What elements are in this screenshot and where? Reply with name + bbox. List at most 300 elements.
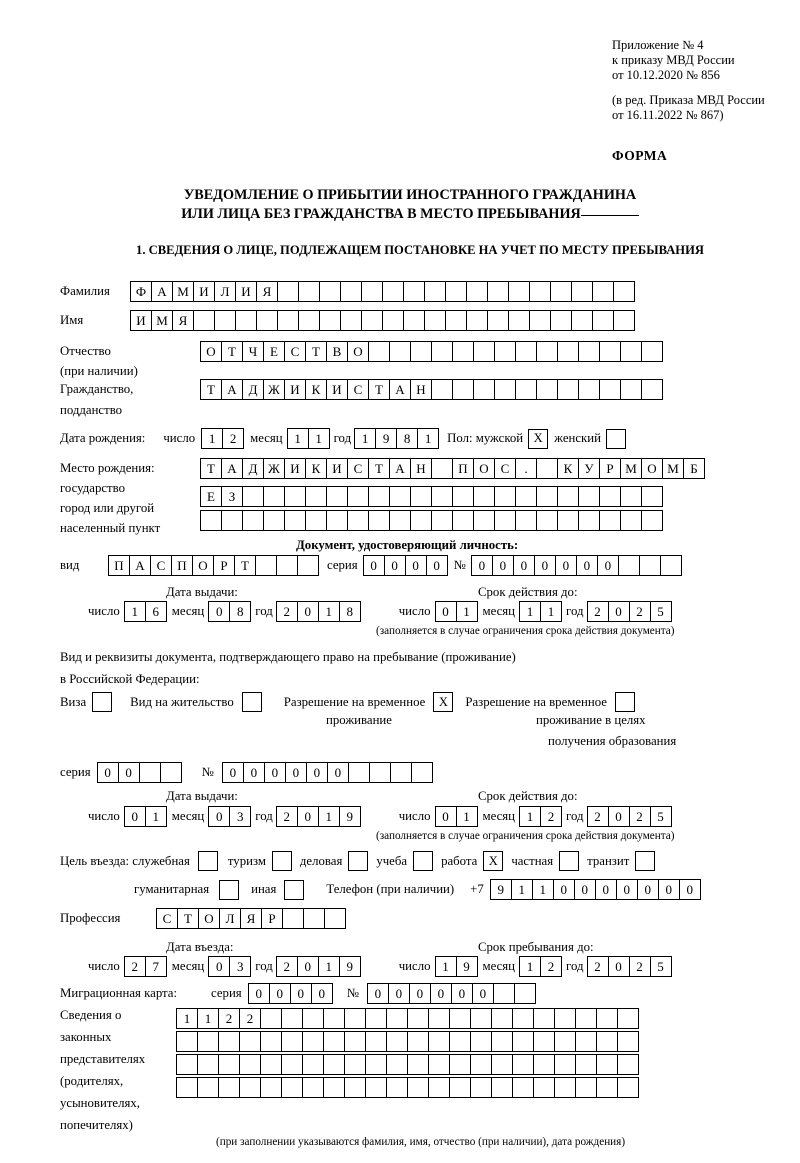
entry-year-boxes[interactable] — [276, 956, 361, 977]
char-cell[interactable]: 0 — [435, 806, 457, 827]
char-cell[interactable]: 0 — [311, 983, 333, 1004]
char-cell[interactable]: 0 — [553, 879, 575, 900]
char-cell[interactable] — [431, 510, 453, 531]
char-cell[interactable] — [618, 555, 640, 576]
purpose-study-checkbox[interactable] — [413, 851, 433, 871]
char-cell[interactable]: Д — [242, 458, 264, 479]
char-cell[interactable]: 1 — [540, 601, 562, 622]
char-cell[interactable] — [302, 1054, 324, 1075]
char-cell[interactable]: 0 — [426, 555, 448, 576]
char-cell[interactable] — [449, 1008, 471, 1029]
char-cell[interactable] — [319, 281, 341, 302]
char-cell[interactable] — [344, 1008, 366, 1029]
char-cell[interactable] — [617, 1054, 639, 1075]
phone-boxes[interactable] — [490, 879, 701, 900]
char-cell[interactable]: Т — [177, 908, 199, 929]
char-cell[interactable]: 0 — [409, 983, 431, 1004]
char-cell[interactable] — [302, 1008, 324, 1029]
purpose-service-checkbox[interactable] — [198, 851, 218, 871]
char-cell[interactable] — [641, 379, 663, 400]
char-cell[interactable]: 0 — [297, 956, 319, 977]
char-cell[interactable]: 2 — [629, 601, 651, 622]
char-cell[interactable]: 0 — [595, 879, 617, 900]
char-cell[interactable]: 1 — [287, 428, 309, 449]
char-cell[interactable]: И — [284, 458, 306, 479]
citizenship-boxes[interactable] — [200, 379, 663, 400]
char-cell[interactable] — [596, 1054, 618, 1075]
char-cell[interactable] — [487, 281, 509, 302]
char-cell[interactable] — [466, 281, 488, 302]
char-cell[interactable] — [557, 510, 579, 531]
char-cell[interactable]: 0 — [555, 555, 577, 576]
char-cell[interactable] — [515, 379, 537, 400]
char-cell[interactable] — [424, 310, 446, 331]
char-cell[interactable] — [452, 510, 474, 531]
purpose-other-checkbox[interactable] — [284, 880, 304, 900]
char-cell[interactable]: А — [221, 458, 243, 479]
char-cell[interactable] — [382, 281, 404, 302]
char-cell[interactable]: К — [305, 458, 327, 479]
char-cell[interactable] — [323, 1031, 345, 1052]
char-cell[interactable]: О — [192, 555, 214, 576]
birth-city-row1-boxes[interactable] — [200, 486, 663, 507]
char-cell[interactable] — [424, 281, 446, 302]
char-cell[interactable] — [218, 1054, 240, 1075]
char-cell[interactable] — [407, 1031, 429, 1052]
char-cell[interactable] — [571, 281, 593, 302]
char-cell[interactable] — [554, 1008, 576, 1029]
char-cell[interactable]: 9 — [339, 956, 361, 977]
char-cell[interactable]: 0 — [574, 879, 596, 900]
char-cell[interactable]: А — [221, 379, 243, 400]
char-cell[interactable]: 0 — [285, 762, 307, 783]
char-cell[interactable] — [303, 908, 325, 929]
char-cell[interactable] — [557, 379, 579, 400]
char-cell[interactable]: 2 — [276, 956, 298, 977]
birth-state-boxes[interactable] — [200, 458, 705, 479]
char-cell[interactable] — [529, 281, 551, 302]
char-cell[interactable]: 0 — [576, 555, 598, 576]
char-cell[interactable] — [389, 486, 411, 507]
char-cell[interactable] — [641, 341, 663, 362]
char-cell[interactable] — [494, 379, 516, 400]
char-cell[interactable] — [281, 1054, 303, 1075]
char-cell[interactable] — [449, 1077, 471, 1098]
char-cell[interactable] — [176, 1077, 198, 1098]
char-cell[interactable]: 0 — [658, 879, 680, 900]
perm-valid-day-boxes[interactable] — [435, 806, 478, 827]
char-cell[interactable] — [260, 1077, 282, 1098]
char-cell[interactable] — [431, 458, 453, 479]
char-cell[interactable]: В — [326, 341, 348, 362]
char-cell[interactable] — [361, 310, 383, 331]
char-cell[interactable]: И — [326, 458, 348, 479]
char-cell[interactable]: О — [473, 458, 495, 479]
char-cell[interactable]: А — [389, 458, 411, 479]
char-cell[interactable]: Ч — [242, 341, 264, 362]
char-cell[interactable]: 0 — [513, 555, 535, 576]
stay-day-boxes[interactable] — [435, 956, 478, 977]
char-cell[interactable] — [596, 1031, 618, 1052]
char-cell[interactable] — [365, 1008, 387, 1029]
char-cell[interactable]: Т — [368, 458, 390, 479]
char-cell[interactable] — [494, 486, 516, 507]
purpose-work-checkbox[interactable]: X — [483, 851, 503, 871]
char-cell[interactable]: Д — [242, 379, 264, 400]
char-cell[interactable] — [197, 1077, 219, 1098]
char-cell[interactable] — [281, 1077, 303, 1098]
char-cell[interactable]: А — [389, 379, 411, 400]
char-cell[interactable]: Т — [368, 379, 390, 400]
char-cell[interactable] — [575, 1031, 597, 1052]
purpose-humanitarian-checkbox[interactable] — [219, 880, 239, 900]
char-cell[interactable]: С — [494, 458, 516, 479]
char-cell[interactable] — [281, 1031, 303, 1052]
char-cell[interactable]: 0 — [297, 806, 319, 827]
char-cell[interactable] — [575, 1054, 597, 1075]
char-cell[interactable]: М — [662, 458, 684, 479]
char-cell[interactable] — [407, 1054, 429, 1075]
char-cell[interactable] — [411, 762, 433, 783]
char-cell[interactable]: 0 — [297, 601, 319, 622]
char-cell[interactable]: 1 — [145, 806, 167, 827]
char-cell[interactable]: М — [151, 310, 173, 331]
char-cell[interactable]: Л — [219, 908, 241, 929]
char-cell[interactable]: 2 — [540, 956, 562, 977]
char-cell[interactable] — [390, 762, 412, 783]
char-cell[interactable] — [473, 486, 495, 507]
char-cell[interactable]: 0 — [435, 601, 457, 622]
char-cell[interactable] — [452, 486, 474, 507]
char-cell[interactable]: 0 — [451, 983, 473, 1004]
char-cell[interactable] — [512, 1031, 534, 1052]
char-cell[interactable]: О — [347, 341, 369, 362]
char-cell[interactable]: П — [171, 555, 193, 576]
char-cell[interactable]: 0 — [608, 806, 630, 827]
char-cell[interactable] — [620, 510, 642, 531]
char-cell[interactable] — [344, 1031, 366, 1052]
char-cell[interactable]: 1 — [456, 806, 478, 827]
char-cell[interactable] — [491, 1054, 513, 1075]
char-cell[interactable]: 0 — [616, 879, 638, 900]
char-cell[interactable]: О — [200, 341, 222, 362]
char-cell[interactable] — [599, 341, 621, 362]
purpose-transit-checkbox[interactable] — [635, 851, 655, 871]
perm-series-boxes[interactable] — [97, 762, 182, 783]
purpose-business-checkbox[interactable] — [348, 851, 368, 871]
char-cell[interactable] — [365, 1054, 387, 1075]
char-cell[interactable] — [470, 1008, 492, 1029]
char-cell[interactable] — [620, 379, 642, 400]
char-cell[interactable] — [160, 762, 182, 783]
char-cell[interactable]: И — [284, 379, 306, 400]
char-cell[interactable]: 5 — [650, 806, 672, 827]
char-cell[interactable] — [452, 341, 474, 362]
char-cell[interactable] — [260, 1008, 282, 1029]
char-cell[interactable]: 2 — [124, 956, 146, 977]
char-cell[interactable] — [326, 510, 348, 531]
char-cell[interactable] — [347, 486, 369, 507]
char-cell[interactable]: С — [347, 458, 369, 479]
char-cell[interactable] — [536, 379, 558, 400]
char-cell[interactable] — [613, 281, 635, 302]
char-cell[interactable] — [235, 310, 257, 331]
char-cell[interactable]: 0 — [367, 983, 389, 1004]
char-cell[interactable] — [512, 1054, 534, 1075]
char-cell[interactable] — [428, 1031, 450, 1052]
char-cell[interactable]: Ф — [130, 281, 152, 302]
char-cell[interactable] — [491, 1077, 513, 1098]
char-cell[interactable]: 8 — [396, 428, 418, 449]
char-cell[interactable] — [344, 1054, 366, 1075]
char-cell[interactable]: 0 — [208, 956, 230, 977]
char-cell[interactable]: 2 — [587, 601, 609, 622]
char-cell[interactable] — [348, 762, 370, 783]
char-cell[interactable]: 0 — [597, 555, 619, 576]
char-cell[interactable]: 1 — [176, 1008, 198, 1029]
char-cell[interactable] — [575, 1008, 597, 1029]
char-cell[interactable] — [298, 310, 320, 331]
entry-month-boxes[interactable] — [208, 956, 251, 977]
char-cell[interactable] — [617, 1008, 639, 1029]
stay-year-boxes[interactable] — [587, 956, 672, 977]
char-cell[interactable] — [403, 310, 425, 331]
char-cell[interactable]: Н — [410, 458, 432, 479]
char-cell[interactable] — [305, 510, 327, 531]
char-cell[interactable]: 0 — [290, 983, 312, 1004]
char-cell[interactable]: П — [452, 458, 474, 479]
char-cell[interactable] — [365, 1031, 387, 1052]
doc-issue-day-boxes[interactable] — [124, 601, 167, 622]
char-cell[interactable] — [263, 486, 285, 507]
char-cell[interactable]: 2 — [222, 428, 244, 449]
char-cell[interactable] — [277, 310, 299, 331]
char-cell[interactable] — [255, 555, 277, 576]
char-cell[interactable] — [239, 1077, 261, 1098]
char-cell[interactable] — [578, 510, 600, 531]
char-cell[interactable] — [344, 1077, 366, 1098]
sex-male-checkbox[interactable]: X — [528, 429, 548, 449]
char-cell[interactable]: И — [235, 281, 257, 302]
char-cell[interactable]: 6 — [145, 601, 167, 622]
doc-valid-year-boxes[interactable] — [587, 601, 672, 622]
char-cell[interactable] — [277, 281, 299, 302]
char-cell[interactable]: Я — [240, 908, 262, 929]
char-cell[interactable] — [515, 510, 537, 531]
char-cell[interactable] — [431, 341, 453, 362]
char-cell[interactable]: 1 — [354, 428, 376, 449]
birth-city-row2-boxes[interactable] — [200, 510, 663, 531]
char-cell[interactable] — [571, 310, 593, 331]
birth-day-boxes[interactable] — [201, 428, 244, 449]
char-cell[interactable]: 0 — [388, 983, 410, 1004]
char-cell[interactable] — [557, 341, 579, 362]
char-cell[interactable] — [578, 486, 600, 507]
char-cell[interactable]: Е — [263, 341, 285, 362]
char-cell[interactable] — [431, 379, 453, 400]
char-cell[interactable] — [660, 555, 682, 576]
doc-issue-month-boxes[interactable] — [208, 601, 251, 622]
char-cell[interactable]: 2 — [629, 806, 651, 827]
char-cell[interactable] — [508, 310, 530, 331]
char-cell[interactable] — [639, 555, 661, 576]
char-cell[interactable] — [302, 1077, 324, 1098]
perm-issue-year-boxes[interactable] — [276, 806, 361, 827]
char-cell[interactable]: 0 — [471, 555, 493, 576]
char-cell[interactable]: Р — [599, 458, 621, 479]
stay-month-boxes[interactable] — [519, 956, 562, 977]
char-cell[interactable]: 2 — [276, 806, 298, 827]
char-cell[interactable]: 9 — [490, 879, 512, 900]
char-cell[interactable] — [410, 510, 432, 531]
char-cell[interactable] — [323, 1008, 345, 1029]
char-cell[interactable] — [239, 1031, 261, 1052]
char-cell[interactable] — [641, 486, 663, 507]
char-cell[interactable]: Т — [200, 458, 222, 479]
birth-month-boxes[interactable] — [287, 428, 330, 449]
name-boxes[interactable] — [130, 310, 635, 331]
char-cell[interactable] — [410, 486, 432, 507]
char-cell[interactable]: 2 — [587, 806, 609, 827]
char-cell[interactable]: 5 — [650, 601, 672, 622]
char-cell[interactable]: 7 — [145, 956, 167, 977]
char-cell[interactable] — [284, 510, 306, 531]
char-cell[interactable] — [324, 908, 346, 929]
purpose-private-checkbox[interactable] — [559, 851, 579, 871]
char-cell[interactable] — [536, 458, 558, 479]
char-cell[interactable] — [389, 341, 411, 362]
surname-boxes[interactable] — [130, 281, 635, 302]
char-cell[interactable] — [599, 379, 621, 400]
char-cell[interactable]: 9 — [456, 956, 478, 977]
edu-residence-checkbox[interactable] — [615, 692, 635, 712]
char-cell[interactable] — [533, 1077, 555, 1098]
char-cell[interactable] — [515, 486, 537, 507]
char-cell[interactable] — [473, 341, 495, 362]
char-cell[interactable] — [554, 1054, 576, 1075]
char-cell[interactable] — [305, 486, 327, 507]
char-cell[interactable]: 0 — [405, 555, 427, 576]
char-cell[interactable] — [298, 281, 320, 302]
char-cell[interactable] — [214, 310, 236, 331]
char-cell[interactable]: К — [557, 458, 579, 479]
char-cell[interactable] — [200, 510, 222, 531]
char-cell[interactable] — [493, 983, 515, 1004]
mig-series-boxes[interactable] — [248, 983, 333, 1004]
char-cell[interactable] — [445, 310, 467, 331]
doc-valid-month-boxes[interactable] — [519, 601, 562, 622]
char-cell[interactable] — [445, 281, 467, 302]
char-cell[interactable] — [368, 486, 390, 507]
char-cell[interactable]: Т — [305, 341, 327, 362]
char-cell[interactable] — [239, 1054, 261, 1075]
char-cell[interactable]: 0 — [327, 762, 349, 783]
char-cell[interactable] — [533, 1054, 555, 1075]
char-cell[interactable]: 2 — [587, 956, 609, 977]
char-cell[interactable]: А — [151, 281, 173, 302]
char-cell[interactable] — [218, 1077, 240, 1098]
char-cell[interactable]: 2 — [218, 1008, 240, 1029]
char-cell[interactable]: Я — [172, 310, 194, 331]
char-cell[interactable] — [281, 1008, 303, 1029]
char-cell[interactable] — [533, 1031, 555, 1052]
char-cell[interactable] — [242, 486, 264, 507]
char-cell[interactable]: С — [284, 341, 306, 362]
char-cell[interactable] — [368, 341, 390, 362]
char-cell[interactable] — [536, 510, 558, 531]
char-cell[interactable]: З — [221, 486, 243, 507]
char-cell[interactable] — [592, 310, 614, 331]
patronymic-boxes[interactable] — [200, 341, 663, 362]
char-cell[interactable]: И — [326, 379, 348, 400]
doc-issue-year-boxes[interactable] — [276, 601, 361, 622]
char-cell[interactable] — [494, 510, 516, 531]
char-cell[interactable] — [403, 281, 425, 302]
char-cell[interactable] — [218, 1031, 240, 1052]
char-cell[interactable]: 8 — [229, 601, 251, 622]
char-cell[interactable]: 0 — [248, 983, 270, 1004]
perm-issue-day-boxes[interactable] — [124, 806, 167, 827]
char-cell[interactable] — [491, 1031, 513, 1052]
char-cell[interactable]: 1 — [318, 601, 340, 622]
char-cell[interactable]: 0 — [637, 879, 659, 900]
legal-row-4-boxes[interactable] — [176, 1077, 639, 1098]
char-cell[interactable] — [554, 1077, 576, 1098]
char-cell[interactable] — [494, 341, 516, 362]
char-cell[interactable]: 1 — [318, 956, 340, 977]
char-cell[interactable] — [536, 486, 558, 507]
sex-female-checkbox[interactable] — [606, 429, 626, 449]
char-cell[interactable]: С — [347, 379, 369, 400]
char-cell[interactable] — [514, 983, 536, 1004]
char-cell[interactable]: 2 — [276, 601, 298, 622]
doc-valid-day-boxes[interactable] — [435, 601, 478, 622]
char-cell[interactable]: 1 — [435, 956, 457, 977]
char-cell[interactable]: 5 — [650, 956, 672, 977]
char-cell[interactable] — [276, 555, 298, 576]
char-cell[interactable] — [470, 1031, 492, 1052]
char-cell[interactable]: 0 — [124, 806, 146, 827]
char-cell[interactable] — [578, 341, 600, 362]
char-cell[interactable]: 0 — [97, 762, 119, 783]
char-cell[interactable]: Я — [256, 281, 278, 302]
char-cell[interactable] — [407, 1077, 429, 1098]
char-cell[interactable] — [297, 555, 319, 576]
char-cell[interactable]: 1 — [519, 956, 541, 977]
char-cell[interactable]: 0 — [384, 555, 406, 576]
char-cell[interactable]: Ж — [263, 379, 285, 400]
char-cell[interactable] — [449, 1054, 471, 1075]
char-cell[interactable]: Т — [200, 379, 222, 400]
char-cell[interactable] — [508, 281, 530, 302]
char-cell[interactable]: М — [172, 281, 194, 302]
char-cell[interactable] — [578, 379, 600, 400]
perm-valid-month-boxes[interactable] — [519, 806, 562, 827]
char-cell[interactable]: Т — [221, 341, 243, 362]
char-cell[interactable] — [599, 486, 621, 507]
char-cell[interactable] — [139, 762, 161, 783]
char-cell[interactable]: Е — [200, 486, 222, 507]
purpose-tourism-checkbox[interactable] — [272, 851, 292, 871]
char-cell[interactable] — [389, 510, 411, 531]
char-cell[interactable]: 1 — [456, 601, 478, 622]
char-cell[interactable]: 1 — [124, 601, 146, 622]
char-cell[interactable]: 0 — [608, 601, 630, 622]
profession-boxes[interactable] — [156, 908, 346, 929]
char-cell[interactable]: 2 — [239, 1008, 261, 1029]
char-cell[interactable] — [592, 281, 614, 302]
char-cell[interactable]: 0 — [208, 806, 230, 827]
